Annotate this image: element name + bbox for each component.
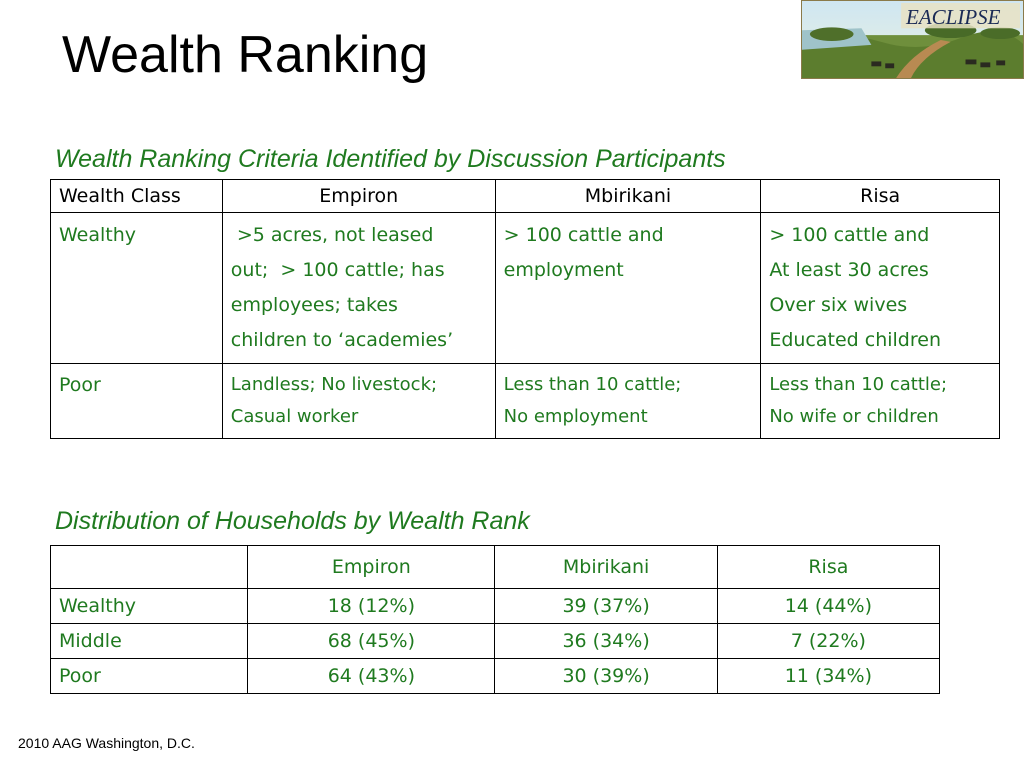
table-cell: > 100 cattle and At least 30 acres Over six wives Educated children	[761, 213, 1000, 364]
header-cell: Mbirikani	[495, 180, 761, 213]
row-label: Poor	[51, 659, 248, 694]
table-row	[51, 589, 940, 624]
table-cell: 39 (37%)	[495, 589, 717, 624]
table-row	[51, 659, 940, 694]
row-label: Wealthy	[51, 213, 223, 364]
table-header-row	[51, 180, 1000, 213]
header-cell: Risa	[717, 546, 939, 589]
row-label: Wealthy	[51, 589, 248, 624]
table-cell: >5 acres, not leased out; > 100 cattle; has employees; takes children to ‘academies’	[222, 213, 495, 364]
table-cell: 18 (12%)	[248, 589, 495, 624]
distribution-table	[50, 545, 940, 694]
header-cell: Empiron	[248, 546, 495, 589]
table-cell: 7 (22%)	[717, 624, 939, 659]
table-header-row	[51, 546, 940, 589]
row-label: Poor	[51, 364, 223, 439]
table-cell: Less than 10 cattle; No wife or children	[761, 364, 1000, 439]
table-row	[51, 213, 1000, 364]
header-cell	[51, 546, 248, 589]
header-cell: Risa	[761, 180, 1000, 213]
table-cell: 68 (45%)	[248, 624, 495, 659]
table-cell: Landless; No livestock; Casual worker	[222, 364, 495, 439]
criteria-heading: Wealth Ranking Criteria Identified by Discussion Participants	[55, 145, 726, 173]
row-label: Middle	[51, 624, 248, 659]
table-cell: 11 (34%)	[717, 659, 939, 694]
footer-text: 2010 AAG Washington, D.C.	[18, 735, 195, 751]
header-cell: Mbirikani	[495, 546, 717, 589]
distribution-heading: Distribution of Households by Wealth Rank	[55, 507, 530, 535]
eaclipse-logo	[801, 0, 1024, 79]
table-cell: 30 (39%)	[495, 659, 717, 694]
header-cell: Empiron	[222, 180, 495, 213]
logo-text: EACLIPSE	[906, 5, 1001, 29]
table-cell: 14 (44%)	[717, 589, 939, 624]
table-cell: 64 (43%)	[248, 659, 495, 694]
table-row	[51, 364, 1000, 439]
header-cell: Wealth Class	[51, 180, 223, 213]
criteria-table	[50, 179, 1000, 439]
slide-title: Wealth Ranking	[62, 26, 429, 84]
table-row	[51, 624, 940, 659]
table-cell: Less than 10 cattle; No employment	[495, 364, 761, 439]
table-cell: 36 (34%)	[495, 624, 717, 659]
table-cell: > 100 cattle and employment	[495, 213, 761, 364]
